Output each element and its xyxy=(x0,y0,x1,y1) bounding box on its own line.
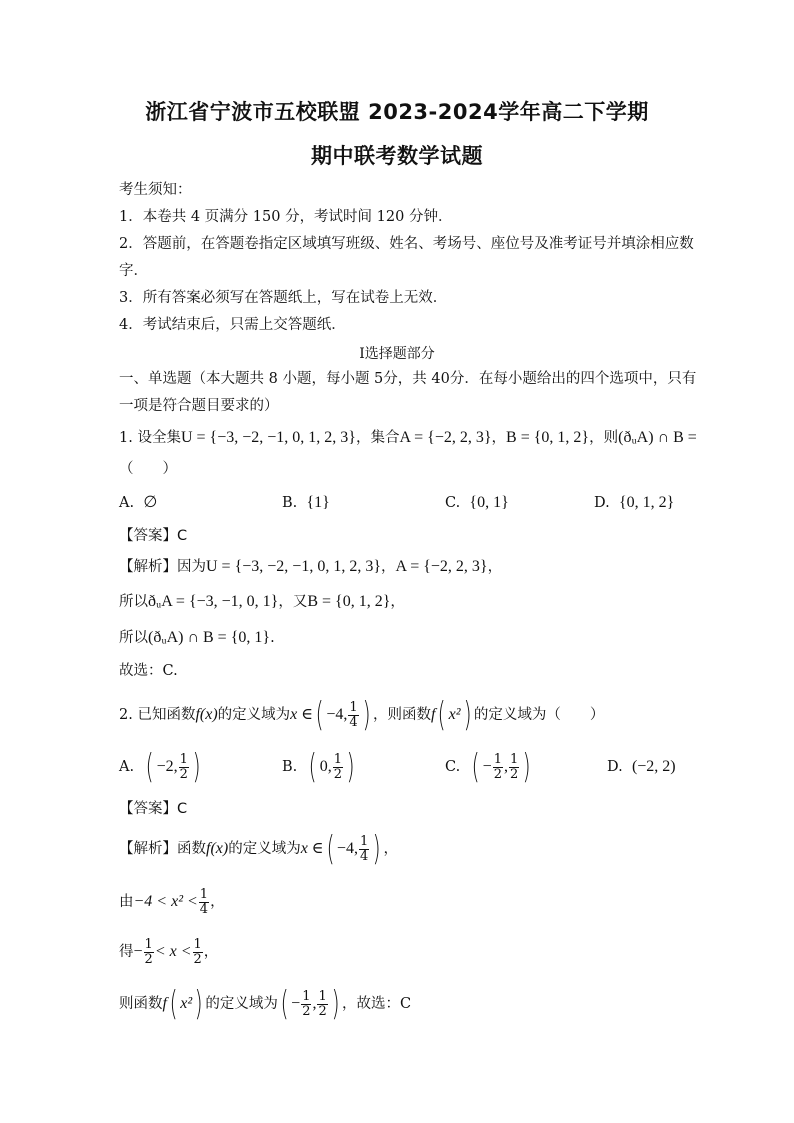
q1-option-c-value: {0, 1} xyxy=(469,494,509,511)
q2-analysis-4-f: f xyxy=(162,995,167,1012)
q1-sep: ， xyxy=(491,430,507,446)
q2-analysis-4-close1: ) xyxy=(194,984,203,1024)
q2-analysis-fx: f(x) xyxy=(206,840,229,857)
q1-answer-value: C xyxy=(177,528,188,544)
q2-option-b-label: B. xyxy=(282,759,298,775)
q2-analysis-4-den1: 2 xyxy=(302,1003,311,1019)
q2-option-c-num1: 1 xyxy=(493,751,502,767)
q2-fx: f(x) xyxy=(195,706,218,723)
q2-answer xyxy=(119,799,187,819)
q2-analysis-4-close2: ) xyxy=(331,984,340,1024)
q2-b-open: ( xyxy=(309,747,318,787)
q2-analysis-4-num1: 1 xyxy=(302,988,311,1004)
notice-item-3: 3．所有答案必须写在答题纸上，写在试卷上无效． xyxy=(119,290,448,306)
q2-analysis-num: 1 xyxy=(359,833,369,849)
q2-analysis-4a: 则函数 xyxy=(119,996,163,1012)
q1-stem-a: 1. 设全集 xyxy=(119,430,181,446)
q1-option-b xyxy=(282,493,330,513)
q1-analysis-2c: ，又 xyxy=(278,594,308,610)
q2-option-c-frac1 xyxy=(493,753,503,782)
q2-analysis-4-frac1 xyxy=(301,990,311,1019)
q2-analysis-3b: − xyxy=(133,943,143,960)
q2-analysis-2b: −4 < x² < xyxy=(133,893,198,910)
q2-option-c-num2: 1 xyxy=(509,751,519,767)
q2-option-a-den: 2 xyxy=(179,766,188,782)
q1-analysis-1b: U = {−3, −2, −1, 0, 1, 2, 3} xyxy=(206,558,382,575)
q2-analysis-3-den1: 2 xyxy=(144,951,153,967)
notice-item-2: 2．答题前，在答题卷指定区域填写班级、姓名、考场号、座位号及准考证号并填涂相应数 xyxy=(119,236,694,252)
q2-domain-pre: x ∈ xyxy=(290,706,314,723)
q2-option-c xyxy=(445,747,534,787)
q2-analysis-4-frac2 xyxy=(317,990,327,1019)
q2-a-open: ( xyxy=(145,747,154,787)
q2-option-b-frac xyxy=(333,753,343,782)
q2-c-open: ( xyxy=(472,747,481,787)
q1-analysis-3a: 所以 xyxy=(119,630,148,646)
q2-option-c-comma: , xyxy=(503,758,508,775)
q1-paren: （ ） xyxy=(119,461,177,477)
q1-stem-b: ，集合 xyxy=(355,430,400,446)
q2-frac-num: 1 xyxy=(349,699,358,715)
q2-answer-value: C xyxy=(177,801,188,817)
q1-analysis-2a: 所以 xyxy=(119,594,148,610)
q2-analysis-4-num2: 1 xyxy=(318,988,327,1004)
q1-stem-c: ，则 xyxy=(589,430,619,446)
q2-analysis-3 xyxy=(119,937,218,967)
q2-analysis-3c: < x < xyxy=(154,943,192,960)
q2-analysis-3-frac1 xyxy=(144,938,154,967)
q2-c-close: ) xyxy=(522,747,531,787)
q1-option-c xyxy=(445,493,509,513)
q1-analysis-2d: B = {0, 1, 2} xyxy=(307,593,391,610)
q2-option-c-label: C. xyxy=(445,759,461,775)
q2-option-b xyxy=(282,747,357,787)
q1-set-b: B = {0, 1, 2} xyxy=(506,429,590,446)
q2-analysis-den: 4 xyxy=(359,848,369,864)
q1-conclusion: 故选：C. xyxy=(119,663,178,679)
q2-analysis-4-den2: 2 xyxy=(318,1003,327,1019)
q2-a-close: ) xyxy=(192,747,201,787)
q2-paren-open: ( xyxy=(315,695,324,735)
notice-item-2-cont: 字． xyxy=(119,263,148,279)
q1-option-b-label: B. xyxy=(282,495,298,511)
q1-option-a xyxy=(119,493,157,513)
q2-option-a-label: A. xyxy=(119,759,135,775)
q2-analysis-2c: ， xyxy=(210,894,225,910)
q2-option-d xyxy=(607,757,676,777)
section-intro-1: 一、单选题（本大题共 8 小题，每小题 5分，共 40分．在每小题给出的四个选项中，只有 xyxy=(119,371,697,387)
q2-analysis-1b: 的定义域为 xyxy=(228,841,301,857)
q2-option-a xyxy=(119,747,203,787)
notice-item-1: 1．本卷共 4 页满分 150 分，考试时间 120 分钟． xyxy=(119,209,453,225)
q1-option-b-value: {1} xyxy=(306,494,330,511)
q1-analysis-1e: ， xyxy=(487,559,503,575)
q2-analysis-left: −4, xyxy=(336,840,358,857)
notice-heading: 考生须知： xyxy=(119,182,192,198)
q2-analysis-domain-pre: x ∈ xyxy=(300,840,324,857)
q1-option-d-label: D. xyxy=(594,495,610,511)
q2-option-a-frac xyxy=(179,753,189,782)
q2-option-b-num: 1 xyxy=(333,751,343,767)
q2-analysis-4-x2: x² xyxy=(180,995,193,1012)
q2-option-d-value: (−2, 2) xyxy=(631,758,676,775)
q2-analysis-frac xyxy=(359,835,369,864)
q2-analysis-4-comma: , xyxy=(312,995,317,1012)
q2-paren2-open: ( xyxy=(438,695,447,735)
q2-analysis-4b: 的定义域为 xyxy=(205,996,278,1012)
q1-set-a: A = {−2, 2, 3} xyxy=(399,429,492,446)
q2-analysis-3-den2: 2 xyxy=(193,951,202,967)
q2-analysis-4 xyxy=(119,984,412,1024)
q2-analysis-4-open2: ( xyxy=(280,984,289,1024)
q2-analysis-3-num2: 1 xyxy=(193,936,202,952)
q2-analysis-2a: 由 xyxy=(119,894,134,910)
q2-analysis-2 xyxy=(119,887,225,917)
q2-option-a-left: −2, xyxy=(156,758,178,775)
q1-analysis-2b: ðᵤA = {−3, −1, 0, 1} xyxy=(148,593,279,610)
q2-frac-quarter xyxy=(348,701,358,730)
q2-analysis-2-frac xyxy=(199,888,209,917)
q2-option-c-minus: − xyxy=(482,758,492,775)
q2-analysis-1a: 函数 xyxy=(177,841,206,857)
q1-analysis-1a: 因为 xyxy=(177,559,206,575)
q2-analysis-2-num: 1 xyxy=(199,886,209,902)
q2-option-a-num: 1 xyxy=(179,751,188,767)
q2-analysis-3-num1: 1 xyxy=(144,936,153,952)
q2-option-c-den1: 2 xyxy=(493,766,502,782)
q1-analysis-1c: ， xyxy=(381,559,396,575)
q1-option-a-label: A. xyxy=(119,495,135,511)
q2-option-c-frac2 xyxy=(509,753,519,782)
q2-analysis-4-minus: − xyxy=(291,995,301,1012)
exam-title-line1: 浙江省宁波市五校联盟 2023-2024学年高二下学期 xyxy=(145,100,649,124)
q2-option-b-left: 0, xyxy=(319,758,332,775)
q2-analysis-2-den: 4 xyxy=(199,901,209,917)
q1-analysis-1 xyxy=(119,557,502,577)
exam-title-line2: 期中联考数学试题 xyxy=(311,144,483,168)
q1-option-d xyxy=(594,493,674,513)
q1-set-u: U = {−3, −2, −1, 0, 1, 2, 3} xyxy=(180,429,356,446)
q1-analysis-2 xyxy=(119,592,405,612)
q1-option-d-value: {0, 1, 2} xyxy=(618,494,675,511)
q2-answer-tag: 【答案】 xyxy=(119,801,177,817)
q2-analysis-close: ) xyxy=(372,829,381,869)
notice-item-4: 4．考试结束后，只需上交答题纸． xyxy=(119,317,346,333)
part-label: Ⅰ选择题部分 xyxy=(359,346,435,362)
q2-analysis-3a: 得 xyxy=(119,944,134,960)
q2-stem-c: ，则函数 xyxy=(372,707,431,723)
q2-analysis-3-frac2 xyxy=(193,938,203,967)
q2-stem-a: 2. 已知函数 xyxy=(119,707,196,723)
q1-option-c-label: C. xyxy=(445,495,461,511)
q2-analysis-4-open1: ( xyxy=(169,984,178,1024)
q2-f: f xyxy=(430,706,436,723)
q2-stem xyxy=(119,695,605,735)
q2-analysis-open: ( xyxy=(326,829,335,869)
q1-expr: (ðᵤA) ∩ B = xyxy=(618,429,697,446)
q1-analysis-2e: ， xyxy=(390,594,405,610)
q2-analysis-1 xyxy=(119,829,398,869)
q2-stem-b: 的定义域为 xyxy=(217,707,291,723)
q2-analysis-tag: 【解析】 xyxy=(119,841,177,857)
q2-stem-d: 的定义域为（ ） xyxy=(473,707,605,723)
q2-paren2-close: ) xyxy=(463,695,472,735)
q1-analysis-3c: . xyxy=(270,630,275,646)
q2-analysis-3d: ， xyxy=(203,944,219,960)
q2-domain-left: −4, xyxy=(326,706,348,723)
q1-stem xyxy=(119,428,697,448)
q2-analysis-4c: ，故选：C xyxy=(342,996,412,1012)
q2-option-b-den: 2 xyxy=(333,766,343,782)
q1-analysis-3b: (ðᵤA) ∩ B = {0, 1} xyxy=(148,629,271,646)
q1-analysis-1d: A = {−2, 2, 3} xyxy=(395,558,488,575)
q1-analysis-tag: 【解析】 xyxy=(119,559,177,575)
q2-b-close: ) xyxy=(346,747,355,787)
q2-frac-den: 4 xyxy=(349,714,358,730)
q2-analysis-comma: ， xyxy=(383,841,398,857)
section-intro-2: 一项是符合题目要求的） xyxy=(119,398,279,414)
q1-answer xyxy=(119,526,187,546)
q1-option-a-value: ∅ xyxy=(143,494,158,511)
q1-analysis-3 xyxy=(119,628,275,648)
q2-option-d-label: D. xyxy=(607,759,623,775)
q2-x-squared: x² xyxy=(448,706,461,723)
q2-option-c-den2: 2 xyxy=(509,766,519,782)
q1-answer-tag: 【答案】 xyxy=(119,528,177,544)
q2-paren-close: ) xyxy=(362,695,371,735)
